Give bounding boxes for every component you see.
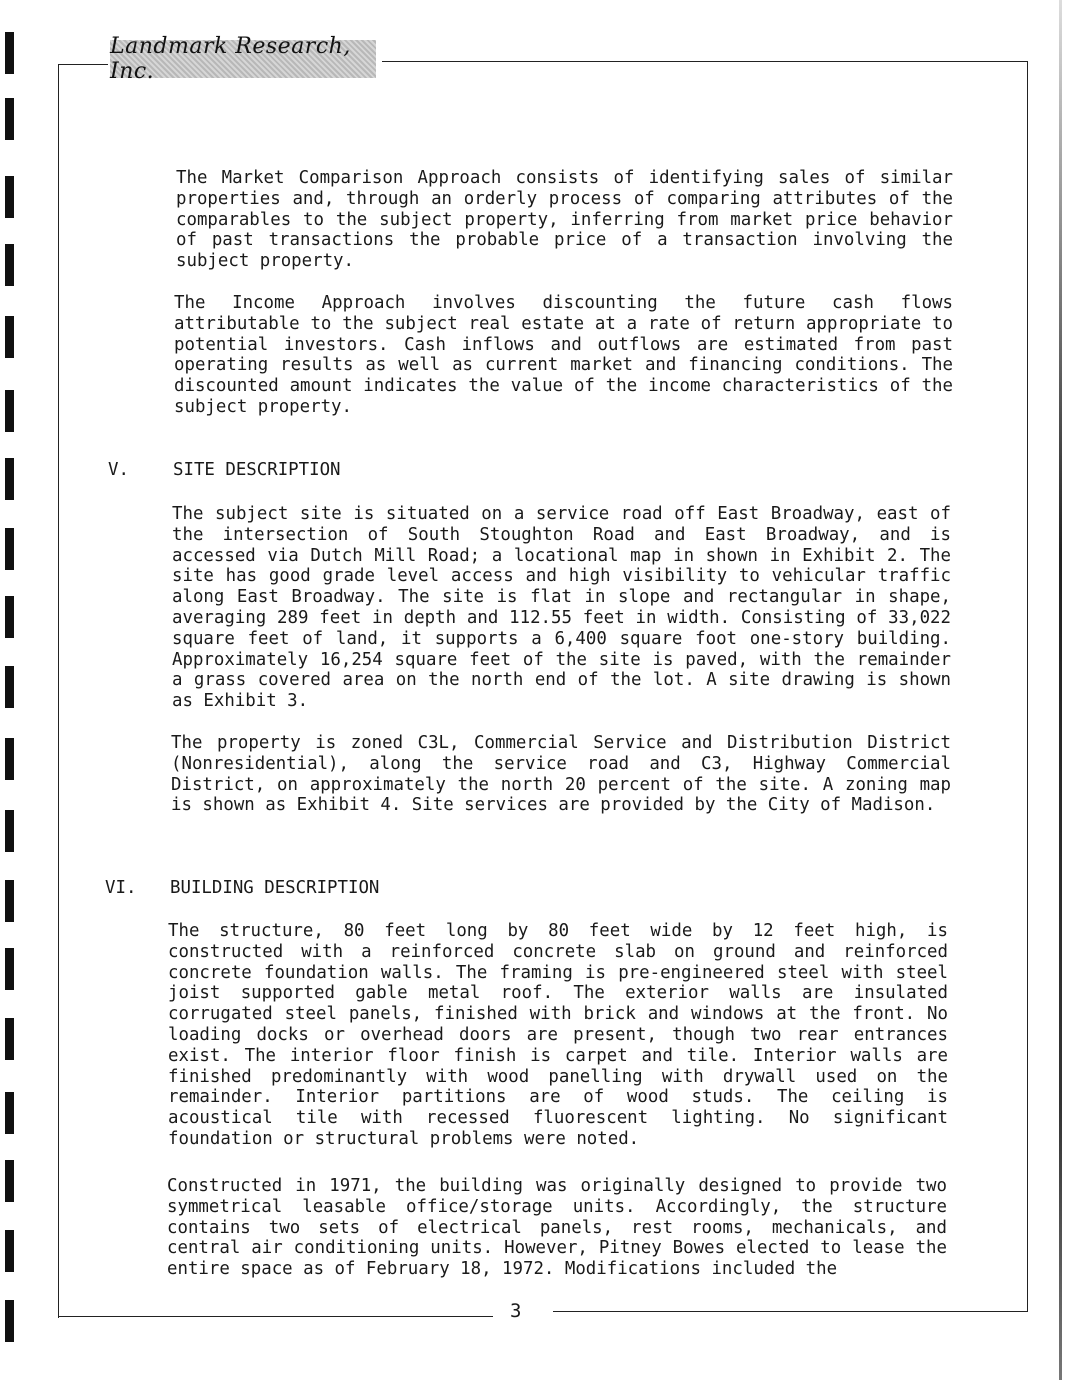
- frame-line: [58, 1316, 493, 1317]
- section-heading: BUILDING DESCRIPTION: [170, 878, 380, 898]
- binding-mark: [5, 948, 14, 990]
- site-description-paragraph: The subject site is situated on a service road off East Broadway, east of the intersection of South Stoughton Road and East Broadway, and is accessed via Dutch Mill Road; a locational map in shown in Exhibit 2. The site has good grade level access and high visibility to vehicular traffic along East Broadway. The site is flat in slope and rectangular in shape, averaging 289 feet in depth and 112.55 feet in width. Consisting of 33,022 square feet of land, it supports a 6,400 square foot one-story building. Approximately 16,254 square feet of the site is paved, with the remainder a grass covered area on the north end of the lot. A site drawing is shown as Exhibit 3.: [172, 504, 951, 712]
- construction-paragraph: Constructed in 1971, the building was originally designed to provide two symmetrical leasable office/storage units. Accordingly, the structure contains two sets of electrical panels, rest rooms, mechanicals, and central air conditioning units. However, Pitney Bowes elected to lease the entire space as of February 18, 1972. Modifications included the: [167, 1176, 947, 1280]
- section-number: VI.: [105, 878, 137, 898]
- page-number: 3: [510, 1300, 522, 1322]
- binding-mark: [5, 596, 14, 638]
- binding-mark: [5, 880, 14, 922]
- binding-mark: [5, 738, 14, 780]
- binding-mark: [5, 316, 14, 358]
- binding-mark: [5, 1018, 14, 1060]
- binding-mark: [5, 1300, 14, 1342]
- section-heading: SITE DESCRIPTION: [173, 460, 341, 480]
- building-description-paragraph: The structure, 80 feet long by 80 feet wide by 12 feet high, is constructed with a reinforced concrete slab on ground and reinforced concrete foundation walls. The framing is pre-engineered steel with steel joist supported gable metal roof. The exterior walls are insulated corrugated steel panels, finished with brick and windows at the front. No loading docks or overhead doors are present, though two rear entrances exist. The interior floor finish is carpet and tile. Interior walls are finished predominantly with wood panelling with drywall used on the remainder. Interior partitions are of wood studs. The ceiling is acoustical tile with recessed fluorescent lighting. No significant foundation or structural problems were noted.: [168, 921, 948, 1149]
- frame-line: [58, 64, 59, 1318]
- binding-mark: [5, 98, 14, 140]
- binding-mark: [5, 176, 14, 218]
- binding-mark: [5, 1092, 14, 1134]
- section-number: V.: [108, 460, 129, 480]
- frame-line: [382, 61, 1028, 62]
- market-comparison-paragraph: The Market Comparison Approach consists of identifying sales of similar properties and, through an orderly process of comparing attributes of the comparables to the subject property, inferring from market price behavior of past transactions the probable price of a transaction involving the subject property.: [176, 168, 953, 272]
- binding-mark: [5, 528, 14, 570]
- company-logo: [110, 34, 376, 84]
- frame-line: [58, 64, 108, 65]
- binding-mark: [5, 390, 14, 432]
- binding-mark: [5, 810, 14, 852]
- binding-mark: [5, 458, 14, 500]
- binding-mark: [5, 1230, 14, 1272]
- binding-mark: [5, 666, 14, 708]
- frame-line: [1027, 61, 1028, 1311]
- binding-mark: [5, 244, 14, 286]
- frame-line: [553, 1311, 1028, 1312]
- binding-mark: [5, 1160, 14, 1202]
- zoning-paragraph: The property is zoned C3L, Commercial Service and Distribution District (Nonresidential), along the service road and C3, Highway Commercial District, on approximately the north 20 percent of the site. A zoning map is shown as Exhibit 4. Site services are provided by the City of Madison.: [171, 733, 951, 816]
- company-logo-text: Landmark Research, Inc.: [110, 34, 351, 84]
- page-edge-shadow: [1059, 0, 1062, 1380]
- income-approach-paragraph: The Income Approach involves discounting the future cash flows attributable to the subject real estate at a rate of return appropriate to potential investors. Cash inflows and outflows are estimated from past operating results as well as current market and financing conditions. The discounted amount indicates the value of the income characteristics of the subject property.: [174, 293, 953, 417]
- binding-mark: [5, 32, 14, 74]
